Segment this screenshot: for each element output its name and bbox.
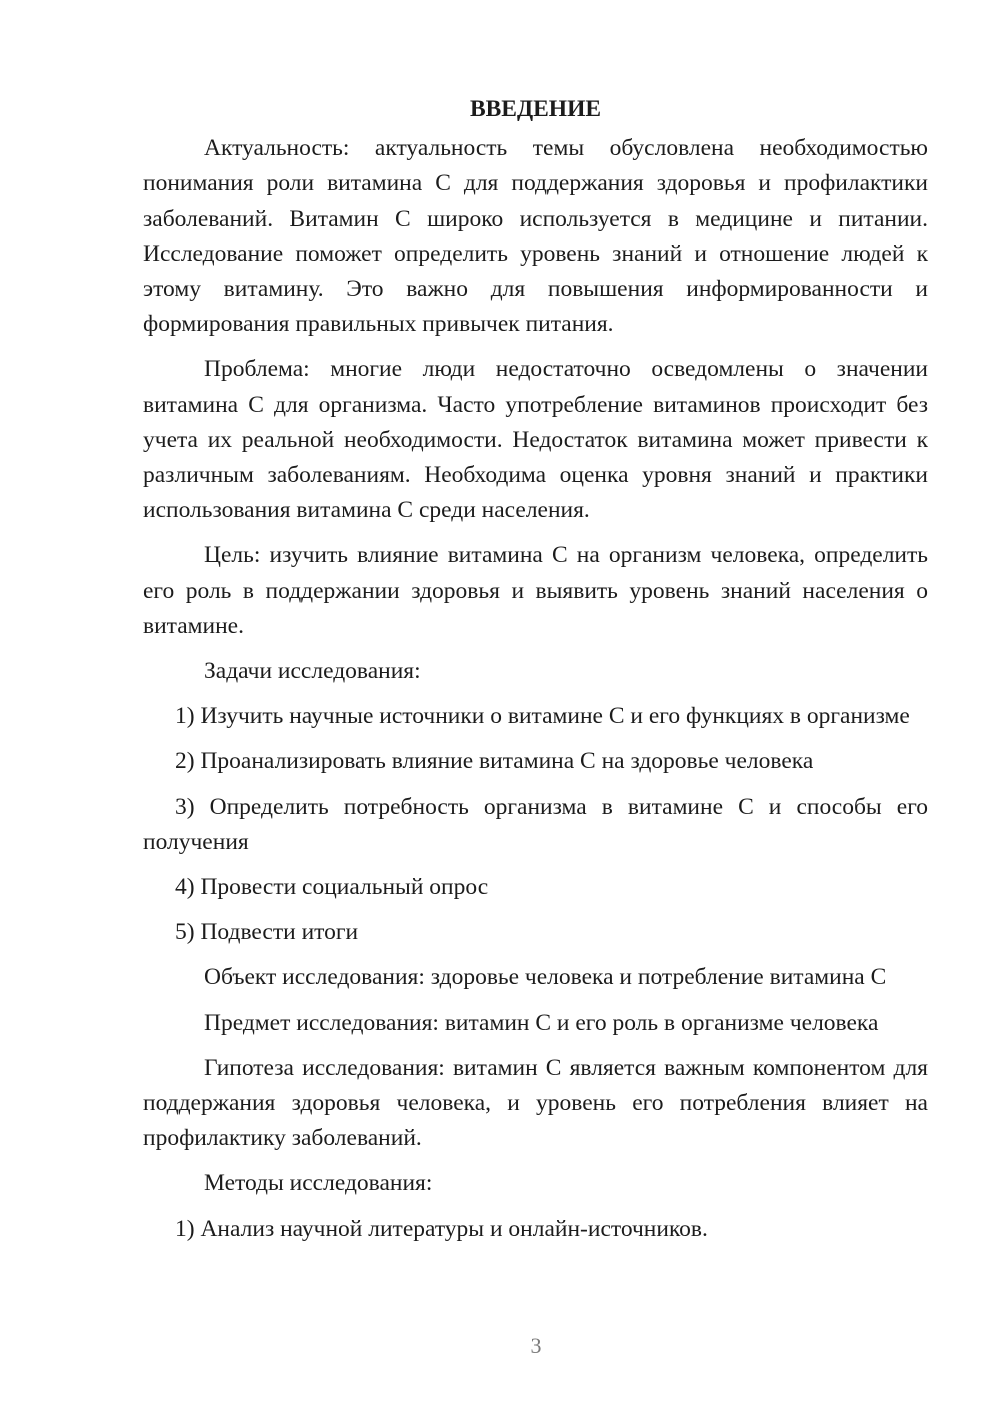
- method-item: 1) Анализ научной литературы и онлайн-источников.: [175, 1215, 708, 1242]
- page-content: [143, 92, 928, 1257]
- hypothesis-paragraph: Гипотеза исследования: витамин С является важным компонентом для поддержания здоровья человека, и уровень его потребления влияет на профилактику заболеваний.: [143, 1054, 928, 1152]
- task-item: 1) Изучить научные источники о витамине С и его функциях в организме: [175, 703, 910, 730]
- tasks-heading: Задачи исследования:: [204, 658, 421, 685]
- task-item: 5) Подвести итоги: [175, 919, 359, 946]
- object-paragraph: Объект исследования: здоровье человека и потребление витамина С: [204, 964, 887, 991]
- subject-paragraph: Предмет исследования: витамин С и его роль в организме человека: [204, 1009, 879, 1036]
- goal-paragraph: Цель: изучить влияние витамина С на организм человека, определить его роль в поддержании здоровья и выявить уровень знаний населения о витамине.: [143, 542, 928, 639]
- section-title: ВВЕДЕНИЕ: [469, 96, 602, 122]
- task-item: 4) Провести социальный опрос: [175, 874, 489, 901]
- problem-paragraph: Проблема: многие люди недостаточно осведомлены о значении витамина С для организма. Часто употребление витаминов происходит без учета их реальной необходимости. Недостаток витамина может привести к различным заболеваниям. Необходима оценка уровня знаний и практики использования витамина С среди населения.: [143, 356, 928, 524]
- relevance-paragraph: Актуальность: актуальность темы обусловлена необходимостью понимания роли витамина С для поддержания здоровья и профилактики заболеваний. Витамин С широко используется в медицине и питании. Исследование поможет определить уровень знаний и отношение людей к этому витамину. Это важно для повышения информированности и формирования правильных привычек питания.: [143, 135, 928, 338]
- methods-heading: Методы исследования:: [204, 1170, 433, 1197]
- page-number: 3: [530, 1333, 542, 1358]
- task-item: 2) Проанализировать влияние витамина С на здоровье человека: [175, 748, 814, 775]
- task-item: 3) Определить потребность организма в витамине С и способы его получения: [143, 793, 928, 855]
